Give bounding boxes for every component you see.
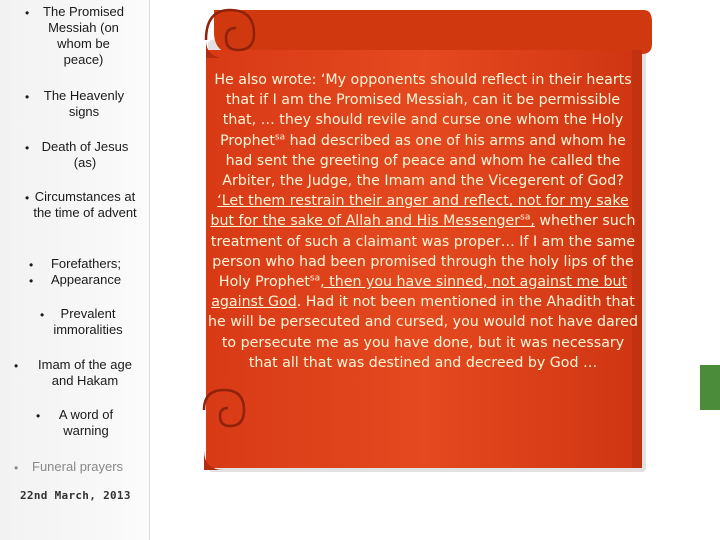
- bullet-icon: •: [36, 409, 41, 423]
- nav-item-heavenly-signs[interactable]: [0, 88, 149, 122]
- nav-item-immoralities[interactable]: [0, 306, 149, 340]
- salutation-sup: sa: [274, 131, 286, 142]
- bullet-icon: •: [25, 191, 30, 205]
- nav-item-label: Forefathers; Appearance: [50, 256, 122, 287]
- bullet-icon: •: [25, 141, 30, 155]
- nav-item-label: The Promised Messiah (on whom be peace): [43, 4, 124, 67]
- nav-item-circumstances[interactable]: [0, 189, 149, 241]
- bullet-icon: •: [25, 6, 30, 20]
- nav-item-label: Funeral prayers: [32, 459, 124, 474]
- sidebar-nav: [0, 0, 150, 540]
- quote-text-segment: . Had it not been mentioned in the Ahadith that he will be persecuted and cursed, you would not have dared to persecute me as you have done, but it was necessary that all that was destined and decreed by God …: [208, 294, 639, 371]
- quote-text-segment: had described as one of his arms and whom he had sent the greeting of peace and whom he called the Arbiter, the Judge, the Imam and the Vicegerent of God?: [222, 132, 626, 190]
- nav-item-warning[interactable]: [0, 407, 149, 441]
- bullet-icon: •: [25, 90, 30, 104]
- nav-item-forefathers[interactable]: [0, 256, 149, 290]
- nav-item-label: The Heavenly signs: [43, 88, 125, 119]
- quote-text-segment: whether such treatment of such a claimant was proper… If I am the same person who had been promised through the holy lips of the Holy Prophet: [210, 213, 636, 291]
- bullet-icon: •: [14, 359, 19, 373]
- date-footer: 22nd March, 2013: [20, 489, 131, 502]
- bullet-icon: •: [40, 308, 45, 322]
- salutation-sup: sa: [309, 273, 321, 284]
- nav-item-label: Circumstances at the time of advent: [33, 189, 137, 220]
- quote-text: [208, 70, 638, 373]
- nav-item-promised-messiah[interactable]: [0, 4, 149, 70]
- quote-text-segment: He also wrote: ‘My opponents should reflect in their hearts that if I am the Promised Messiah, can it be permissible that, … they should revile and curse one whom the Holy Prophet: [214, 72, 632, 149]
- quote-underlined-segment: , then you have sinned, not against me but against God: [211, 274, 628, 311]
- quote-paragraph-2: [208, 191, 638, 373]
- quote-text-segment: ‘Let them restrain their anger and reflect, not for my sake but for the sake of Allah and His Messenger: [210, 193, 629, 230]
- nav-item-label: Death of Jesus (as): [41, 139, 129, 170]
- nav-item-label: Prevalent immoralities: [53, 306, 123, 337]
- bullet-icon: •: [29, 274, 34, 288]
- nav-item-death-of-jesus[interactable]: [0, 139, 149, 173]
- bullet-icon: •: [29, 258, 34, 272]
- salutation-sup: sa: [520, 212, 531, 223]
- quote-paragraph-1: [208, 70, 638, 191]
- bullet-icon: •: [14, 461, 19, 475]
- nav-item-funeral[interactable]: [0, 459, 149, 477]
- nav-item-label: Imam of the age and Hakam: [38, 357, 132, 388]
- nav-item-label: A word of warning: [58, 407, 114, 438]
- nav-item-imam[interactable]: [0, 357, 149, 391]
- quote-text-segment: ,: [530, 213, 535, 230]
- green-accent-bar: [700, 365, 720, 410]
